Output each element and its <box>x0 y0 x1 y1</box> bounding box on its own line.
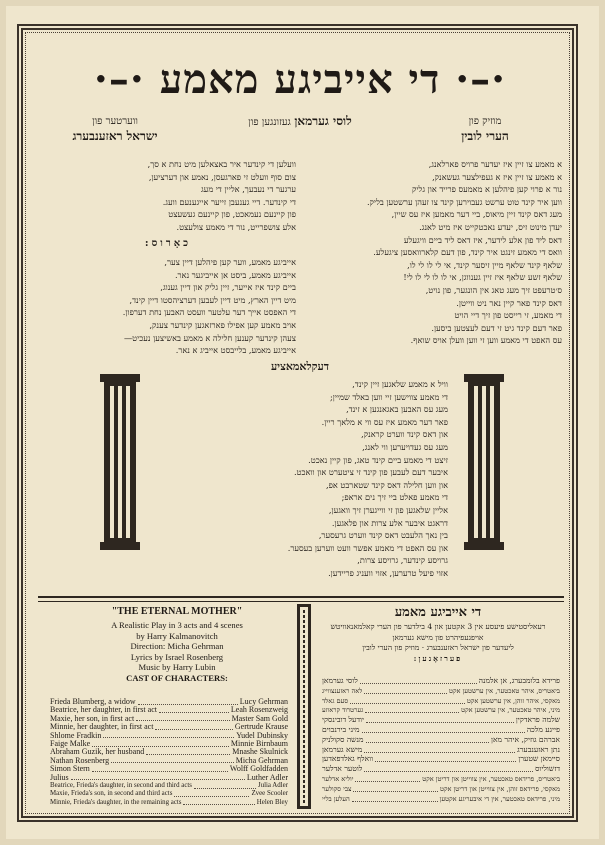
text-line: און עס האפט די מאמע אפשר וועט ווערען בעסער. <box>287 542 448 553</box>
cast-role: Nathan Rosenberg <box>50 755 110 765</box>
text-line: ווען איר קינד טוט ערשט געבוירען קינד צו זעהן ערשטען בליק. <box>366 196 562 207</box>
text-line: וויל א מאמע שלאגען זיין קינד, <box>352 379 448 389</box>
english-play-title: "THE ETERNAL MOTHER" <box>111 606 243 617</box>
leader-dots <box>183 798 254 806</box>
cast-row <box>322 794 560 804</box>
text-line: גרויסע קינדער, גרויסע צרות, <box>357 555 448 566</box>
cast-actor: Gertrude Krause <box>234 722 288 732</box>
leader-dots <box>159 705 229 713</box>
cast-actor: יודעל דובינסקי <box>322 715 364 725</box>
cast-actor: Lucy Gehrman <box>239 697 288 706</box>
cast-row <box>322 745 560 755</box>
cast-row <box>322 764 560 774</box>
leader-dots <box>366 715 514 723</box>
text-line: די מאמע, זי רייסט פון זיך דיי הויט <box>454 310 562 321</box>
cast-actor: Zvee Scooler <box>251 790 288 798</box>
cast-row <box>322 735 560 745</box>
text-line: פון קיינעם נעמאכט, פון קיינעם געשעצט <box>168 209 296 220</box>
text-line: אליין שלאגען פון זי ווייגערן זיך וואגען, <box>328 504 448 515</box>
chorus-heading: כאָרוס: <box>144 238 192 249</box>
english-credits: A Realistic Play in 3 acts and 4 scenes by Harry Kalmanovitch Direction: Micha Gehrman Lyrics by Israel Rosenberg Music by Harry Lubin CAST OF CHARACTERS: <box>111 620 243 683</box>
text-line: די קינדער. דיי גענעבן זייער אייגענעם וועג. <box>162 196 296 207</box>
cast-role: מיני, איהר טאכטער, אין ערשטען אקט <box>461 706 560 715</box>
cast-actor: יוליא אדלער <box>322 775 354 783</box>
text-line: און דאס קינד ווערט קראנק, <box>361 429 448 440</box>
leader-dots <box>136 714 229 722</box>
cast-row <box>322 754 560 764</box>
cast-role: פייגע מלכה <box>526 725 560 734</box>
cast-role: Simon Stern <box>50 764 90 774</box>
text-line: פאר דעם קינד גיט זי דעם לעצטען ביסען. <box>431 322 562 333</box>
text-line: וואס די מאמע זינגט איר קינד, פון דעם קלארוואסען ציגעלע. <box>373 247 562 258</box>
leader-dots <box>353 784 438 792</box>
cast-row <box>322 715 560 725</box>
credits-row <box>40 114 560 164</box>
cast-row <box>322 696 560 706</box>
leader-dots <box>155 722 232 730</box>
cast-row <box>322 676 560 686</box>
cast-actor: צבי סקולער <box>322 784 352 793</box>
cast-actor: Micha Gehrman <box>235 755 288 765</box>
text-line: פאר דער מאמע איז עס ווי א מלאך ריין. <box>321 416 448 427</box>
leader-dots <box>138 697 238 705</box>
text-line: צעהן קינדער קענען חלילה א מאמע באשיצען נעכיט— <box>123 332 296 343</box>
chorus-column <box>40 256 296 357</box>
cast-role: מיני, פרידאס טאכטער, אין די איבעריגע אקטען <box>439 794 560 803</box>
singer-credit: לוסי גערמאן געזונגען פון <box>248 114 352 128</box>
text-line: נור א פרוי קען פיהלען א מאמעס פרייד און גליק <box>412 184 562 195</box>
cast-role: Beatrice, Frieda's daughter, in second and third acts <box>50 782 192 789</box>
cast-row <box>322 784 560 794</box>
cast-actor: לוטער אדלער <box>322 764 363 774</box>
text-line: אייביגע מאמע, ווער קען פיהלען דיין צער, <box>164 257 296 267</box>
leader-dots <box>355 774 420 782</box>
verse-left-column <box>40 158 296 234</box>
cast-actor: וואלף גאלדפאדען <box>322 754 374 764</box>
music-credit: מוזיק פון הערי לובין <box>461 116 509 143</box>
text-line: און ווען חלילה דאס קינד שטארבט אפ, <box>326 479 448 490</box>
text-line: אייביגע מאמע, ביסט אן אייביגער נאר. <box>174 269 296 280</box>
cast-actor: Yudel Dubinsky <box>236 730 288 740</box>
cast-actor: לוסי גערמאן <box>322 676 358 685</box>
cast-role: מאקסי, איהר זוהן, אין ערשטען אקט <box>466 696 560 705</box>
text-line: יעדן מינוט זיס, יעדע נאכטקייט איז מיט לאנג. <box>419 221 562 232</box>
cast-actor: Helen Bley <box>256 798 288 806</box>
text-line: בין נאך הלעבט דאס קינד ווערט גרעסער, <box>318 530 448 541</box>
leader-dots <box>375 754 516 762</box>
text-line: איבער דעם לעבען פון קינד זי ציטערט און וואכט. <box>293 467 448 478</box>
cast-row <box>322 725 560 735</box>
cast-actor: Master Sam Gold <box>231 713 288 723</box>
text-line: די מאמע צווישען זיי ווען באלד שמיין; <box>330 391 448 402</box>
cast-actor: העלען בליי <box>322 794 350 803</box>
text-line: ביים קינד איז אייער, זיין גליק און דיין גענוג, <box>160 282 296 293</box>
text-line: די האפסט אייך דער עלטער וועסט האבען נחת דערפון. <box>122 307 296 318</box>
leader-dots <box>92 764 228 772</box>
text-line: א מאמע צו זיין איז יעדער פרויס פארלאנג, <box>428 159 562 169</box>
cast-role: Faige Malke <box>50 739 91 748</box>
text-line: צום סוף וועלט זי פארגעסן, נאמע און דערציען, <box>148 171 296 182</box>
cast-actor: לאה ראזענצווייג <box>322 686 363 695</box>
text-line: זיצט די מאמע ביים קינד טאג, פון קיין נאכט. <box>308 454 448 465</box>
cast-role: Maxie, her son, in first act <box>50 713 135 723</box>
leader-dots <box>362 725 525 733</box>
cast-role: Beatrice, her daughter, in first act <box>50 705 157 715</box>
cast-actor: מישא גערמאן <box>322 744 363 754</box>
leader-dots <box>366 735 489 743</box>
leader-dots <box>194 781 256 789</box>
cast-role: Maxie, Frieda's son, in second and third acts <box>50 790 173 798</box>
leader-dots <box>92 739 229 747</box>
cast-role: מאקסי, פרידאס זוהן, אין צווייטן און דריטן אקט <box>440 784 560 793</box>
lyrics-credit: ווערטער פון ישראל ראזענבערג <box>72 116 158 143</box>
text-line: די מאמע פאלט ביי זיך נים אראפ; <box>341 492 448 503</box>
cast-role: Minnie, Frieda's daughter, in the remaining acts <box>50 798 182 806</box>
text-line: וועלען די קינדער איר באצאלען מיט נחת א סך, <box>147 159 296 169</box>
cast-role: Frieda Blumberg, a widow <box>50 697 136 706</box>
cast-actor: Wolff Goldfadden <box>229 764 288 774</box>
left-pillar-ornament <box>98 374 142 550</box>
cast-role: אברהם גוזיק, איהר מאן <box>491 734 560 744</box>
text-line: ערגער די נעבעך, אליין די מעג <box>200 184 296 195</box>
cast-role: Shlome Fradkin <box>50 730 102 740</box>
yiddish-play-title: די אייביגע מאמע <box>394 605 482 620</box>
text-line: מיט דיין הארץ, מיט דיין לעבען דערציהסטו דיין קינד, <box>129 294 296 305</box>
text-line: עס האפט די מאמע ווען זי ווען וועלן אויס שואף. <box>410 335 562 346</box>
text-line: מעג עס האבען באגאנגען א זינד, <box>346 404 448 415</box>
leader-dots <box>111 756 234 764</box>
leader-dots <box>364 686 447 694</box>
leader-dots <box>71 773 245 781</box>
cast-role: ביאטריס, פרידאס טאכטער, אין צווייטן און דריטן אקט <box>422 775 560 783</box>
cast-actor: Luther Adler <box>246 772 288 782</box>
yiddish-credits: רעאליסטישע פיעסע אין 3 אקטען און 4 בילדער פון הערי קאלמאנאוויטש אויפגעפיהרט פון מישא גערמאן ליעדער פון ישראל ראזענבערג · מוזיק פון הערי לובין פערזאָנען: <box>330 622 546 663</box>
text-line: מעג דאס קינד זיין מיאוס, ביי דער מאמען איז עס שיין, <box>391 209 562 220</box>
text-line: אויב מאמע קען אפילו פארזאגען קינדער צענק, <box>149 319 296 330</box>
cast-actor: מנשה סקולניק <box>322 734 364 744</box>
leader-dots <box>360 676 477 684</box>
cast-actor: סעם גאלד <box>322 696 349 705</box>
text-line: ס׳טרעפט זיך מעג טאג אין הונגער, פון נויט, <box>425 284 562 295</box>
text-line: דאס ליד פון אלע לידער, איז דאס ליד ביים וויגעלע <box>403 234 562 245</box>
cast-role: Minnie, her daughter, in first act <box>50 722 154 732</box>
leader-dots <box>352 794 438 802</box>
recitation-column <box>152 378 448 580</box>
cast-role: סיימאן שטערן <box>518 754 560 764</box>
vertical-ornament-divider <box>297 604 311 809</box>
leader-dots <box>364 764 533 772</box>
song-title: ·–· די אייביגע מאמע ·–· <box>93 56 507 103</box>
leader-dots <box>364 745 515 753</box>
leader-dots <box>350 696 465 704</box>
cast-row <box>322 705 560 715</box>
cast-role: פרידא בלומבערג, אן אלמנה <box>478 676 560 685</box>
leader-dots <box>103 731 234 739</box>
cast-row <box>50 798 288 808</box>
leader-dots <box>174 789 249 797</box>
recitation-heading: דעקלאמאציע <box>270 360 330 373</box>
cast-actor: Minnie Birnbaum <box>230 739 288 748</box>
cast-role: Julius <box>50 772 69 782</box>
cast-actor: Leah Rosenzweig <box>230 705 288 715</box>
cast-row <box>322 774 560 784</box>
cast-row <box>322 686 560 696</box>
text-line: דראגט איבער אלע צרות און פלאגען. <box>331 517 448 528</box>
cast-role: Abraham Guzik, her husband <box>50 747 145 757</box>
cast-actor: גערטרוד קראוזע <box>322 706 364 715</box>
text-line: שלאף קינד שלאף מיין זיסער קינד, אי לי לו לי לו, <box>407 259 562 270</box>
cast-role: נתן ראזענבערג <box>517 744 560 754</box>
right-pillar-ornament <box>462 374 506 550</box>
verse-right-column <box>306 158 562 347</box>
text-line: אייביגע מאמע, בלייבסט אייביג א נאר. <box>175 345 296 356</box>
cast-actor: Mnashe Skulnick <box>232 747 288 757</box>
text-line: מעג עס געדויערען ווי לאנג, <box>362 441 448 452</box>
cast-actor: Julia Adler <box>257 782 288 789</box>
cast-role: דזשוליוס <box>535 764 560 774</box>
text-line: אזוי פיעל טרערען, אזוי וועניג פריידען. <box>328 567 448 578</box>
section-separator <box>38 596 564 602</box>
cast-role: ביאטריס, איהר טאכטער, אין ערשטען אקט <box>449 686 560 695</box>
text-line: שלאף זשע שלאף איז זיין גענווגן, אי לו לו לי לו לי! <box>403 272 562 283</box>
cast-actor: מיני בירנבוים <box>322 725 360 734</box>
text-line: אלע צושפרייט, נור די מאמע צולעצט. <box>176 221 296 232</box>
text-line: א מאמע צו זיין איז א געפילצער געשאנק, <box>432 171 562 182</box>
leader-dots <box>146 747 230 755</box>
leader-dots <box>365 705 459 713</box>
text-line: דאס קינד פאר קיין נאר ניט ווייטן. <box>456 297 562 308</box>
cast-role: שלמה פראדקין <box>515 715 560 725</box>
